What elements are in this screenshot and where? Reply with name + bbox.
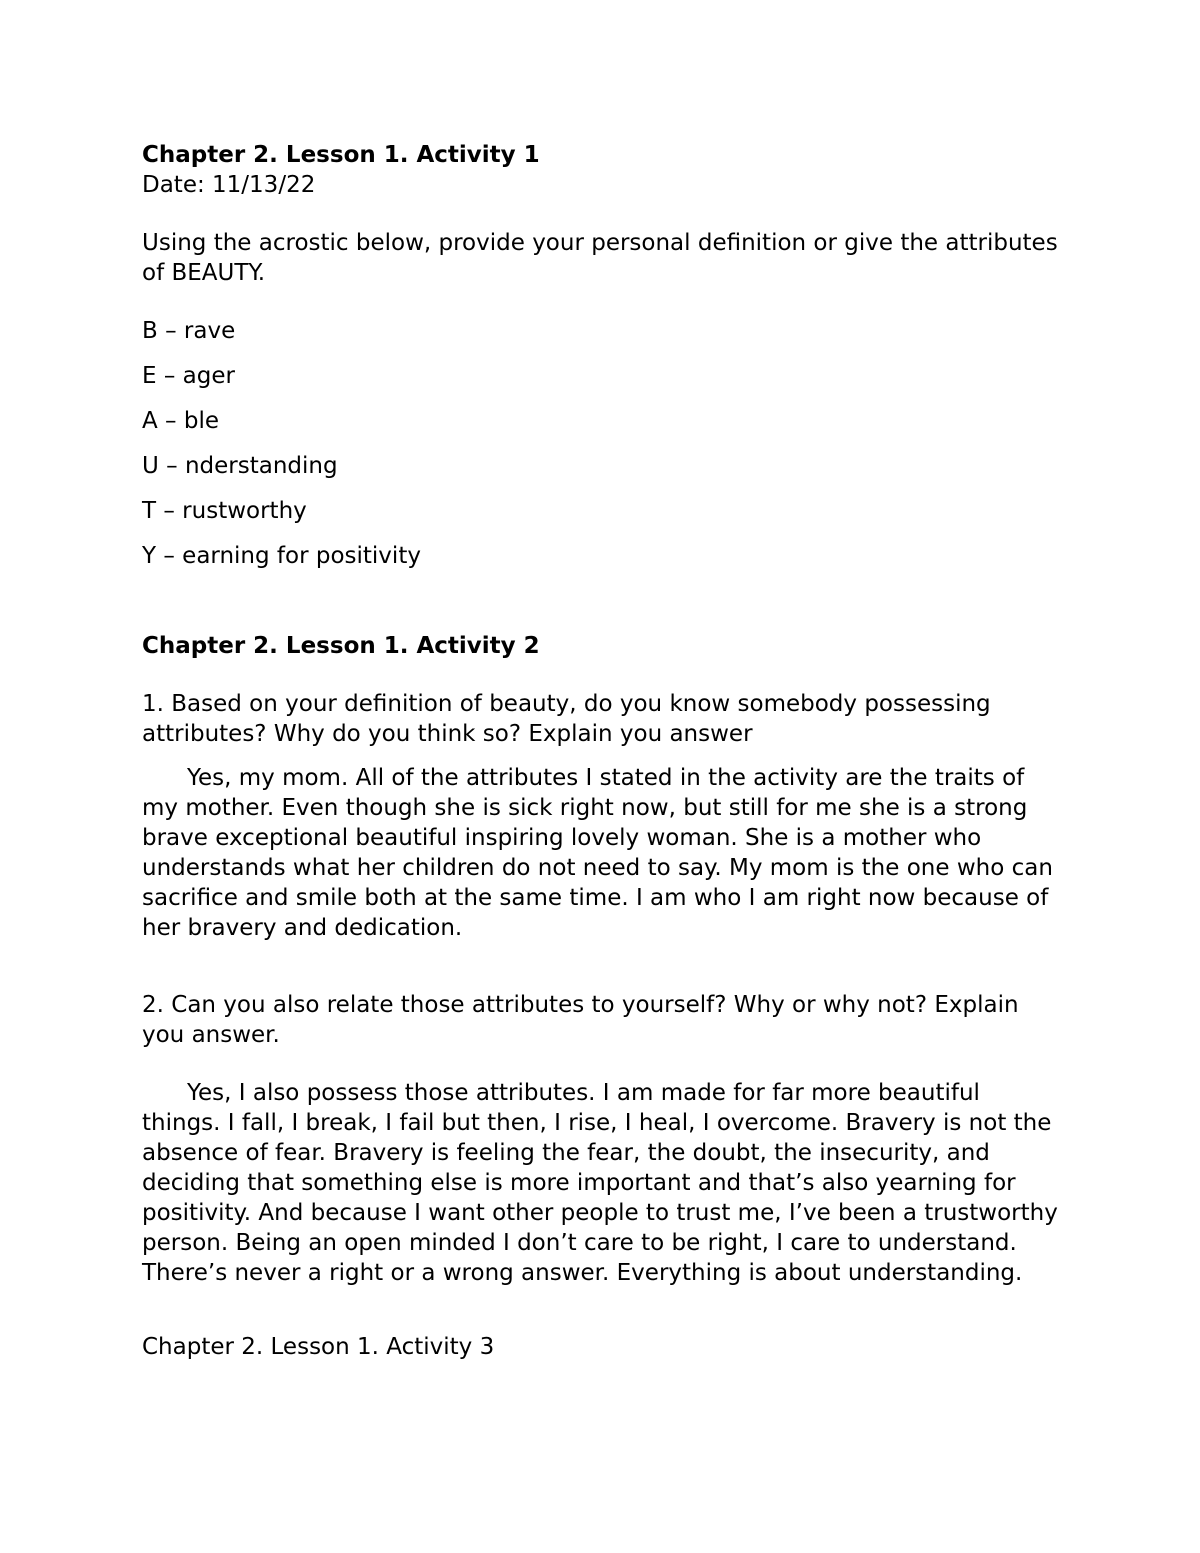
acrostic-item-u: U – nderstanding: [142, 453, 338, 479]
activity-3-heading: Chapter 2. Lesson 1. Activity 3: [142, 1334, 495, 1360]
question-1: 1. Based on your definition of beauty, do you know somebody possessing attributes? Why do you think so? Explain you answer: [142, 691, 991, 747]
activity-1-heading: Chapter 2. Lesson 1. Activity 1: [142, 142, 540, 168]
acrostic-item-y: Y – earning for positivity: [142, 543, 421, 569]
document-body: [142, 140, 1062, 1362]
date-line: Date: 11/13/22: [142, 172, 316, 198]
acrostic-item-e: E – ager: [142, 363, 235, 389]
activity-1-prompt: Using the acrostic below, provide your personal definition or give the attributes of BEAUTY.: [142, 230, 1058, 286]
activity-2-heading: Chapter 2. Lesson 1. Activity 2: [142, 633, 540, 659]
acrostic-item-t: T – rustworthy: [142, 498, 307, 524]
acrostic-list: [142, 316, 1062, 571]
acrostic-item-b: B – rave: [142, 318, 236, 344]
answer-1: Yes, my mom. All of the attributes I stated in the activity are the traits of my mother. Even though she is sick right now, but still for me she is a strong brave exceptional beautiful inspiring lovely woman. She is a mother who understands what her children do not need to say. My mom is the one who can sacrifice and smile both at the same time. I am who I am right now because of her bravery and dedication.: [142, 765, 1053, 941]
question-2: 2. Can you also relate those attributes to yourself? Why or why not? Explain you answer.: [142, 992, 1019, 1048]
answer-2: Yes, I also possess those attributes. I am made for far more beautiful things. I fall, I break, I fail but then, I rise, I heal, I overcome. Bravery is not the absence of fear. Bravery is feeling the fear, the doubt, the insecurity, and deciding that something else is more important and that’s also yearning for positivity. And because I want other people to trust me, I’ve been a trustworthy person. Being an open minded I don’t care to be right, I care to understand. There’s never a right or a wrong answer. Everything is about understanding.: [142, 1080, 1058, 1286]
acrostic-item-a: A – ble: [142, 408, 219, 434]
